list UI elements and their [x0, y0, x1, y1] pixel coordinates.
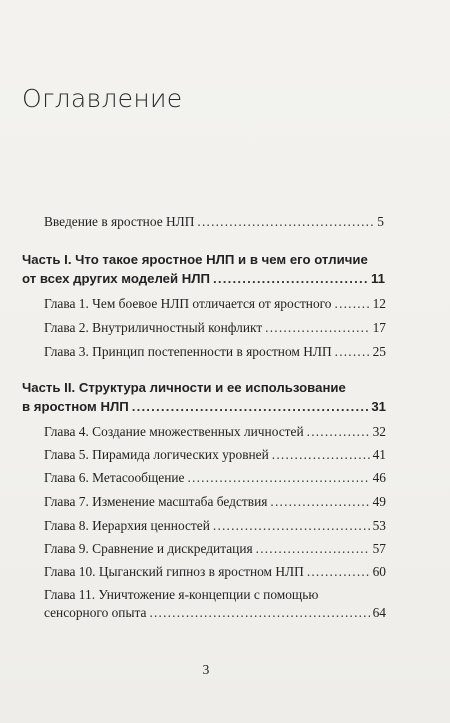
- dot-leader: [307, 564, 370, 580]
- toc-entry-page: 25: [372, 344, 386, 359]
- dot-leader: [335, 344, 370, 360]
- toc-part-1-title-line1[interactable]: Часть I. Что такое яростное НЛП и в чем его отличие: [22, 252, 368, 267]
- toc-entry-label: Глава 9. Сравнение и дискредитация: [44, 541, 253, 556]
- toc-entry-introduction[interactable]: [44, 214, 384, 230]
- toc-entry-label: Глава 6. Метасообщение: [44, 470, 185, 485]
- toc-entry-page: 60: [372, 564, 386, 579]
- toc-chapter-6[interactable]: [44, 470, 386, 486]
- dot-leader: [213, 518, 370, 534]
- toc-entry-page: 53: [372, 518, 386, 533]
- toc-entry-label: Глава 8. Иерархия ценностей: [44, 518, 210, 533]
- dot-leader: [272, 447, 370, 463]
- toc-entry-page: 17: [372, 320, 386, 335]
- toc-chapter-2[interactable]: [44, 320, 386, 336]
- toc-chapter-3[interactable]: [44, 344, 386, 360]
- dot-leader: [307, 424, 370, 440]
- toc-entry-label: Глава 1. Чем боевое НЛП отличается от яростного: [44, 296, 332, 311]
- toc-entry-page: 12: [372, 296, 386, 311]
- toc-entry-label: Глава 7. Изменение масштаба бедствия: [44, 494, 268, 509]
- toc-chapter-4[interactable]: [44, 424, 386, 440]
- toc-entry-page: 64: [372, 605, 386, 620]
- toc-entry-page: 11: [371, 271, 385, 286]
- dot-leader: [132, 399, 369, 414]
- toc-entry-page: 57: [372, 541, 386, 556]
- toc-chapter-8[interactable]: [44, 518, 386, 534]
- toc-entry-label: Глава 2. Внутриличностный конфликт: [44, 320, 263, 335]
- toc-part-1[interactable]: [22, 271, 385, 286]
- toc-entry-label: сенсорного опыта: [44, 605, 147, 620]
- toc-chapter-7[interactable]: [44, 494, 386, 510]
- page-number: 3: [202, 662, 210, 677]
- toc-entry-page: 41: [372, 447, 386, 462]
- toc-part-2[interactable]: [22, 399, 386, 414]
- toc-chapter-11[interactable]: [44, 605, 386, 621]
- toc-entry-page: 31: [371, 399, 386, 414]
- dot-leader: [256, 541, 370, 557]
- toc-entry-label: Введение в яростное НЛП: [44, 214, 195, 229]
- toc-entry-label: Глава 4. Создание множественных личностей: [44, 424, 304, 439]
- page-title: Оглавление: [22, 84, 183, 113]
- dot-leader: [270, 494, 369, 510]
- toc-entry-label: Глава 5. Пирамида логических уровней: [44, 447, 269, 462]
- toc-chapter-5[interactable]: [44, 447, 386, 463]
- toc-entry-label: Глава 3. Принцип постепенности в яростном НЛП: [44, 344, 332, 359]
- toc-entry-label: в яростном НЛП: [22, 399, 129, 414]
- dot-leader: [265, 320, 369, 336]
- toc-entry-page: 46: [372, 470, 386, 485]
- toc-entry-label: Глава 10. Цыганский гипноз в яростном НЛП: [44, 564, 304, 579]
- toc-chapter-9[interactable]: [44, 541, 386, 557]
- toc-chapter-10[interactable]: [44, 564, 386, 580]
- toc-entry-page: 32: [372, 424, 386, 439]
- dot-leader: [197, 214, 374, 230]
- toc-chapter-1[interactable]: [44, 296, 386, 312]
- dot-leader: [188, 470, 370, 486]
- toc-entry-page: 5: [377, 214, 384, 229]
- toc-entry-label: от всех других моделей НЛП: [22, 271, 211, 286]
- toc-chapter-11-title-line1[interactable]: Глава 11. Уничтожение я-концепции с помощью: [44, 587, 319, 602]
- toc-part-2-title-line1[interactable]: Часть II. Структура личности и ее использование: [22, 380, 346, 395]
- dot-leader: [213, 271, 368, 286]
- toc-entry-page: 49: [372, 494, 386, 509]
- dot-leader: [149, 605, 369, 621]
- dot-leader: [335, 296, 370, 312]
